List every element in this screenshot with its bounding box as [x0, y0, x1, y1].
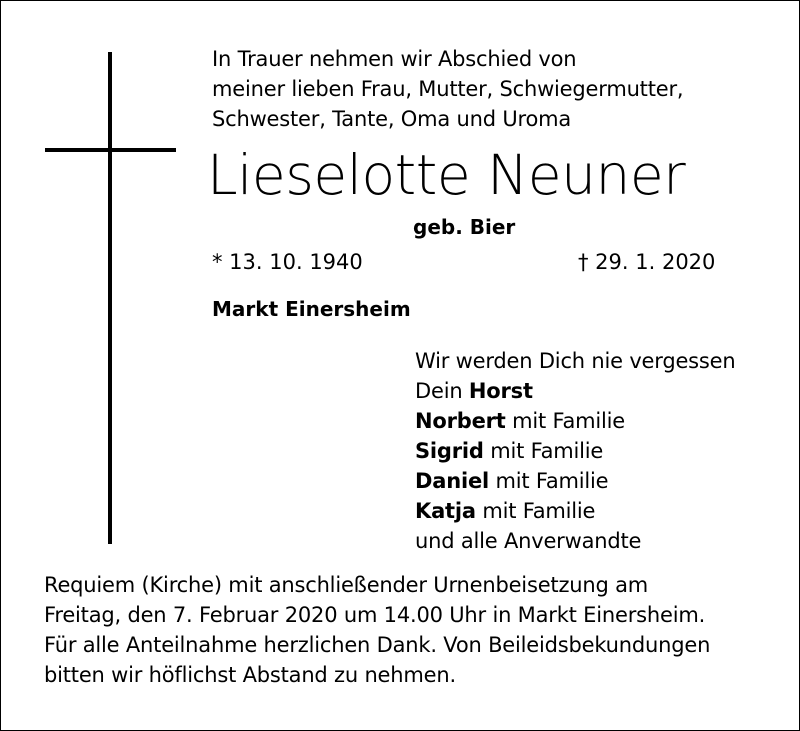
mourner-child: [415, 466, 785, 496]
mourner-child: [415, 496, 785, 526]
child-name: Norbert: [415, 409, 506, 433]
mourners-list: [415, 346, 785, 556]
intro-line: Schwester, Tante, Oma und Uroma: [212, 107, 572, 131]
cross-vertical-bar: [108, 52, 112, 544]
child-name: Daniel: [415, 469, 489, 493]
footer-line: Für alle Anteilnahme herzlichen Dank. Von Beileidsbekundungen: [44, 633, 711, 657]
child-name: Sigrid: [415, 439, 484, 463]
deceased-name: Lieselotte Neuner: [207, 143, 686, 207]
mourner-child: [415, 436, 785, 466]
residence-place: Markt Einersheim: [212, 297, 411, 321]
mourners-closing: und alle Anverwandte: [415, 529, 642, 553]
family-suffix: mit Familie: [512, 409, 626, 433]
mourner-spouse: [415, 376, 785, 406]
maiden-name: geb. Bier: [413, 215, 516, 239]
death-date: † 29. 1. 2020: [578, 250, 716, 274]
intro-text: [212, 44, 772, 134]
family-suffix: mit Familie: [490, 439, 604, 463]
footer-line: Requiem (Kirche) mit anschließender Urnenbeisetzung am: [44, 573, 649, 597]
mourners-opening: Wir werden Dich nie vergessen: [415, 349, 736, 373]
family-suffix: mit Familie: [482, 499, 596, 523]
dein-label: Dein: [415, 379, 463, 403]
mourner-child: [415, 406, 785, 436]
intro-line: meiner lieben Frau, Mutter, Schwiegermutter,: [212, 77, 684, 101]
footer-line: Freitag, den 7. Februar 2020 um 14.00 Uhr in Markt Einersheim.: [44, 603, 706, 627]
footer-line: bitten wir höflichst Abstand zu nehmen.: [44, 663, 456, 687]
child-name: Katja: [415, 499, 476, 523]
intro-line: In Trauer nehmen wir Abschied von: [212, 47, 577, 71]
service-info: [44, 570, 784, 690]
spouse-name: Horst: [468, 379, 533, 403]
cross-horizontal-bar: [45, 148, 176, 152]
family-suffix: mit Familie: [495, 469, 609, 493]
birth-date: * 13. 10. 1940: [212, 250, 363, 274]
